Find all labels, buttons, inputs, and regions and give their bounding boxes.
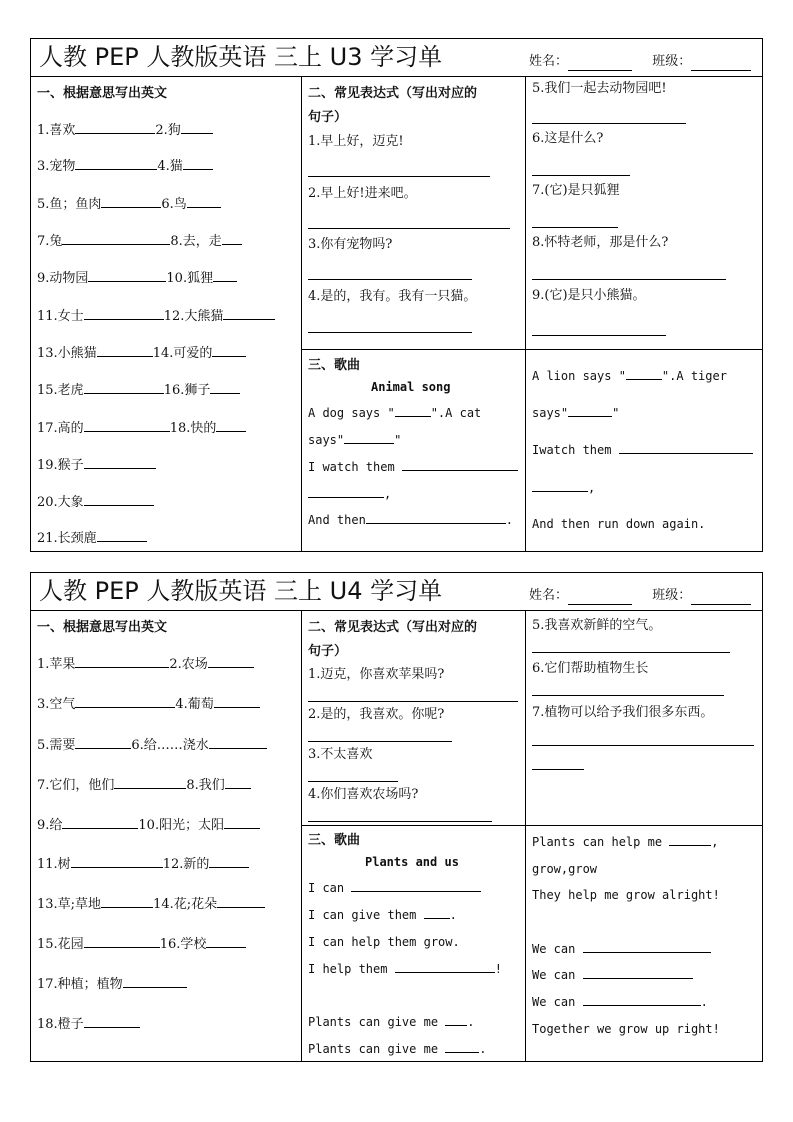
answer-blank[interactable]: [62, 816, 138, 829]
vocab-item: 5.鱼；鱼肉 6.鸟: [37, 195, 221, 214]
worksheet-title: 人教 PEP 人教版英语 三上 U4 学习单: [39, 577, 443, 605]
song-line: And then .: [308, 513, 514, 527]
answer-blank[interactable]: [225, 776, 251, 789]
name-label: 姓名：: [529, 588, 569, 603]
section-heading: 一、根据意思写出英文: [37, 620, 168, 635]
student-info: [529, 587, 751, 605]
vocab-item: 20.大象: [37, 493, 154, 512]
expression-prompt: 3.不太喜欢: [308, 747, 373, 762]
vocab-item: 13.草;草地 14.花;花朵: [37, 895, 265, 914]
answer-line[interactable]: [308, 701, 518, 702]
vocab-item: 9.给 10.阳光；太阳: [37, 816, 260, 835]
name-field[interactable]: [568, 590, 632, 605]
song-line: ,: [532, 479, 595, 497]
answer-blank[interactable]: [532, 479, 588, 492]
expression-prompt: 4.是的，我有。我有一只猫。: [308, 289, 477, 304]
class-field[interactable]: [691, 590, 751, 605]
answer-blank[interactable]: [212, 344, 246, 357]
answer-line[interactable]: [308, 176, 490, 177]
answer-blank[interactable]: [88, 269, 166, 282]
expression-prompt: 7.(它)是只狐狸: [532, 183, 620, 198]
song-title: Animal song: [371, 380, 451, 394]
expression-prompt: 1.迈克，你喜欢苹果吗?: [308, 667, 445, 682]
answer-blank[interactable]: [619, 441, 753, 454]
answer-blank[interactable]: [75, 655, 169, 668]
answer-line[interactable]: [308, 781, 398, 782]
answer-line[interactable]: [532, 745, 754, 746]
answer-blank[interactable]: [84, 1015, 140, 1028]
vocab-item: 1.喜欢 2.狗: [37, 121, 213, 140]
expression-prompt: 5.我喜欢新鲜的空气。: [532, 618, 662, 633]
answer-line[interactable]: [532, 175, 630, 176]
vocab-item: 7.兔 8.去，走: [37, 232, 242, 251]
answer-blank[interactable]: [395, 960, 495, 973]
answer-blank[interactable]: [583, 966, 693, 979]
answer-blank[interactable]: [217, 895, 265, 908]
answer-blank[interactable]: [84, 307, 164, 320]
answer-blank[interactable]: [84, 419, 170, 432]
answer-blank[interactable]: [97, 529, 147, 542]
section-heading: 句子）: [308, 644, 348, 659]
expression-prompt: 7.植物可以给予我们很多东西。: [532, 705, 714, 720]
answer-blank[interactable]: [181, 121, 213, 134]
vocab-item: 15.花园 16.学校: [37, 935, 246, 954]
song-line: I help them !: [308, 962, 502, 976]
answer-line[interactable]: [308, 279, 472, 280]
answer-blank[interactable]: [344, 431, 394, 444]
song-line: says" ": [308, 433, 402, 447]
answer-blank[interactable]: [84, 935, 160, 948]
answer-blank[interactable]: [183, 157, 213, 170]
answer-blank[interactable]: [583, 940, 711, 953]
expression-prompt: 2.是的，我喜欢。你呢?: [308, 707, 445, 722]
answer-blank[interactable]: [351, 879, 481, 892]
answer-blank[interactable]: [75, 157, 157, 170]
answer-line[interactable]: [532, 769, 584, 770]
answer-blank[interactable]: [187, 195, 221, 208]
song-line: Together we grow up right!: [532, 1022, 720, 1036]
title-row: [31, 39, 762, 77]
answer-blank[interactable]: [206, 935, 246, 948]
answer-line[interactable]: [532, 335, 666, 336]
answer-blank[interactable]: [213, 269, 237, 282]
song-line: grow,grow: [532, 862, 598, 876]
section-heading: 三、歌曲: [308, 358, 361, 373]
worksheet-u3: [30, 38, 763, 552]
answer-blank[interactable]: [626, 367, 662, 380]
answer-blank[interactable]: [424, 906, 450, 919]
song-line: I can give them .: [308, 908, 457, 922]
song-line: We can: [532, 966, 693, 984]
answer-blank[interactable]: [97, 344, 153, 357]
answer-blank[interactable]: [208, 655, 254, 668]
section-heading: 二、常见表达式（写出对应的: [308, 86, 478, 101]
song-line: I can help them grow.: [308, 935, 460, 949]
answer-line[interactable]: [532, 652, 730, 653]
name-label: 姓名：: [529, 54, 569, 69]
class-label: 班级：: [652, 588, 692, 603]
answer-blank[interactable]: [223, 307, 275, 320]
student-info: [529, 53, 751, 71]
answer-line[interactable]: [308, 228, 510, 229]
vocab-item: 3.空气 4.葡萄: [37, 695, 260, 714]
answer-blank[interactable]: [568, 404, 612, 417]
song-line: They help me grow alright!: [532, 888, 720, 902]
vocab-item: 19.猴子: [37, 456, 156, 475]
answer-blank[interactable]: [366, 511, 506, 524]
song-line: We can: [532, 940, 711, 958]
column-divider: [301, 610, 302, 1062]
song-line: A dog says " ".A cat: [308, 406, 482, 420]
worksheet-title: 人教 PEP 人教版英语 三上 U3 学习单: [39, 43, 443, 71]
answer-blank[interactable]: [445, 1040, 479, 1053]
answer-blank[interactable]: [224, 816, 260, 829]
answer-blank[interactable]: [84, 381, 164, 394]
song-line: Iwatch them: [532, 441, 753, 459]
section-heading: 三、歌曲: [308, 833, 361, 848]
answer-blank[interactable]: [62, 232, 170, 245]
title-row: [31, 573, 762, 611]
vocab-item: 1.苹果 2.农场: [37, 655, 254, 674]
column-divider: [525, 76, 526, 552]
class-label: 班级：: [652, 54, 692, 69]
answer-blank[interactable]: [583, 993, 701, 1006]
song-line: And then run down again.: [532, 517, 706, 531]
answer-blank[interactable]: [123, 975, 187, 988]
answer-blank[interactable]: [209, 736, 267, 749]
song-title: Plants and us: [365, 855, 459, 869]
answer-line[interactable]: [308, 741, 452, 742]
vocab-item: 15.老虎 16.狮子: [37, 381, 240, 400]
song-line: Plants can help me ,: [532, 835, 719, 849]
song-line: ,: [308, 485, 391, 503]
expression-prompt: 3.你有宠物吗?: [308, 237, 393, 252]
answer-blank[interactable]: [75, 736, 131, 749]
answer-line[interactable]: [532, 227, 618, 228]
class-field[interactable]: [691, 56, 751, 71]
section-heading: 句子）: [308, 110, 348, 125]
answer-line[interactable]: [532, 695, 724, 696]
answer-line[interactable]: [308, 821, 492, 822]
row-divider: [301, 349, 763, 350]
answer-line[interactable]: [308, 332, 472, 333]
row-divider: [301, 825, 763, 826]
answer-blank[interactable]: [216, 419, 246, 432]
vocab-item: 17.高的 18.快的: [37, 419, 246, 438]
column-divider: [525, 610, 526, 1062]
expression-prompt: 8.怀特老师，那是什么?: [532, 235, 669, 250]
expression-prompt: 4.你们喜欢农场吗?: [308, 787, 419, 802]
expression-prompt: 6.这是什么?: [532, 131, 604, 146]
answer-blank[interactable]: [308, 485, 384, 498]
answer-blank[interactable]: [114, 776, 186, 789]
answer-blank[interactable]: [75, 121, 155, 134]
vocab-item: 18.橙子: [37, 1015, 140, 1034]
name-field[interactable]: [568, 56, 632, 71]
vocab-item: 21.长颈鹿: [37, 529, 147, 548]
expression-prompt: 6.它们帮助植物生长: [532, 661, 649, 676]
section-heading: 二、常见表达式（写出对应的: [308, 620, 478, 635]
vocab-item: 13.小熊猫 14.可爱的: [37, 344, 246, 363]
vocab-item: 17.种植；植物: [37, 975, 187, 994]
answer-blank[interactable]: [101, 195, 161, 208]
vocab-item: 3.宠物 4.猫: [37, 157, 213, 176]
answer-line[interactable]: [532, 279, 726, 280]
answer-blank[interactable]: [402, 458, 518, 471]
answer-blank[interactable]: [395, 404, 431, 417]
answer-blank[interactable]: [84, 456, 156, 469]
answer-blank[interactable]: [210, 381, 240, 394]
song-line: A lion says " ".A tiger: [532, 369, 727, 383]
answer-blank[interactable]: [71, 855, 163, 868]
section-heading: 一、根据意思写出英文: [37, 86, 168, 101]
answer-blank[interactable]: [214, 695, 260, 708]
vocab-item: 11.树 12.新的: [37, 855, 249, 874]
answer-blank[interactable]: [101, 895, 153, 908]
song-line: Plants can give me .: [308, 1015, 475, 1029]
vocab-item: 9.动物园 10.狐狸: [37, 269, 237, 288]
vocab-item: 5.需要 6.给……浇水: [37, 736, 267, 755]
expression-prompt: 2.早上好!进来吧。: [308, 186, 417, 201]
song-line: Plants can give me .: [308, 1042, 487, 1056]
vocab-item: 7.它们，他们 8.我们: [37, 776, 251, 795]
answer-blank[interactable]: [84, 493, 154, 506]
answer-line[interactable]: [532, 123, 686, 124]
song-line: says" ": [532, 406, 620, 420]
answer-blank[interactable]: [445, 1013, 467, 1026]
answer-blank[interactable]: [669, 833, 711, 846]
vocab-item: 11.女士 12.大熊猫: [37, 307, 275, 326]
expression-prompt: 9.(它)是只小熊猫。: [532, 288, 646, 303]
song-line: We can .: [532, 995, 708, 1009]
expression-prompt: 1.早上好，迈克!: [308, 134, 404, 149]
answer-blank[interactable]: [222, 232, 242, 245]
column-divider: [301, 76, 302, 552]
song-line: I can: [308, 879, 481, 897]
song-line: I watch them: [308, 458, 518, 476]
expression-prompt: 5.我们一起去动物园吧!: [532, 81, 667, 96]
answer-blank[interactable]: [75, 695, 175, 708]
worksheet-u4: [30, 572, 763, 1062]
answer-blank[interactable]: [209, 855, 249, 868]
